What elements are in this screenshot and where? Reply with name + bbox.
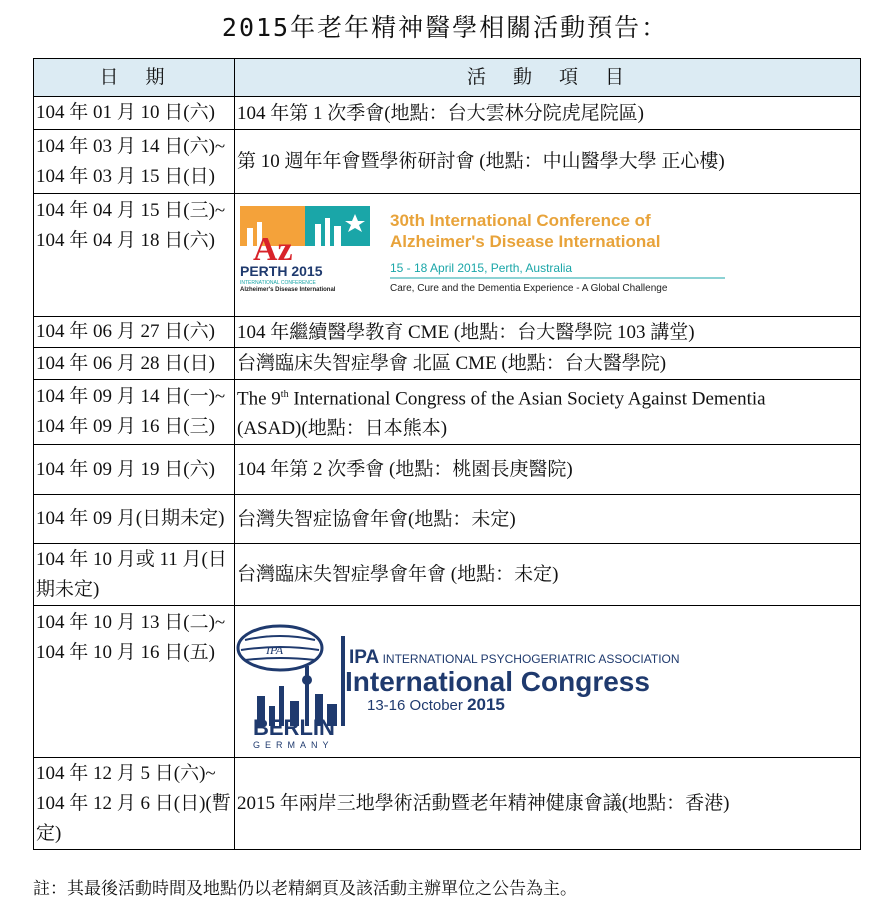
table-row [34,317,861,348]
table-row [34,544,861,606]
table-row [34,97,861,130]
row-date: 104 年 06 月 27 日(六) [34,317,235,348]
table-row [34,495,861,544]
ipa-congress-logo [235,606,755,754]
row-activity: 2015 年兩岸三地學術活動暨老年精神健康會議(地點：香港) [235,758,861,850]
ipa-city: BERLIN [253,715,335,741]
row-date: 104 年 09 月 19 日(六) [34,445,235,495]
table-row [34,606,861,758]
adi-sub2: Alzheimer's Disease International [240,287,336,293]
adi-mark: Az [253,231,293,268]
adi-dates: 15 - 18 April 2015, Perth, Australia [390,261,573,275]
table-row [34,348,861,380]
row-activity: 104 年第 1 次季會(地點：台大雲林分院虎尾院區) [235,97,861,130]
row-date: 104 年 10 月或 11 月(日 期未定) [34,544,235,606]
adi-conference-logo [235,194,755,294]
row-date: 104 年 03 月 14 日(六)~ 104 年 03 月 15 日(日) [34,130,235,194]
row-activity: 104 年繼續醫學教育 CME (地點：台大醫學院 103 講堂) [235,317,861,348]
row-date: 104 年 10 月 13 日(二)~ 104 年 10 月 16 日(五) [34,606,235,758]
footnote: 註：其最後活動時間及地點仍以老精網頁及該活動主辦單位之公告為主。 [33,879,577,898]
table-row [34,758,861,850]
row-activity: 第 10 週年年會暨學術研討會 (地點：中山醫學大學 正心樓) [235,130,861,194]
adi-sub1: INTERNATIONAL CONFERENCE [240,280,316,286]
ipa-mark: IPA [266,643,284,658]
table-row [34,130,861,194]
row-activity: 104 年第 2 次季會 (地點：桃園長庚醫院) [235,445,861,495]
row-date: 104 年 06 月 28 日(日) [34,348,235,380]
row-activity: 台灣臨床失智症學會 北區 CME (地點：台大醫學院) [235,348,861,380]
ipa-line2: International Congress [345,666,650,698]
events-table [33,58,861,850]
row-date: 104 年 09 月 14 日(一)~ 104 年 09 月 16 日(三) [34,380,235,445]
adi-city: PERTH 2015 [240,263,323,279]
row-activity: 台灣臨床失智症學會年會 (地點：未定) [235,544,861,606]
row-date: 104 年 01 月 10 日(六) [34,97,235,130]
adi-line2: Alzheimer's Disease International [390,232,661,251]
header-activity: 活 動 項 目 [235,59,861,97]
row-activity [235,194,861,317]
ipa-country: GERMANY [253,740,334,751]
ipa-dates: 13-16 October 2015 [367,695,505,715]
row-date: 104 年 12 月 5 日(六)~ 104 年 12 月 6 日(日)(暫 定) [34,758,235,850]
table-header-row [34,59,861,97]
row-activity [235,606,861,758]
table-row [34,445,861,495]
row-activity: The 9th International Congress of the Asian Society Against Dementia (ASAD)(地點：日本熊本) [235,380,861,445]
header-date: 日 期 [34,59,235,97]
row-date: 104 年 04 月 15 日(三)~ 104 年 04 月 18 日(六) [34,194,235,317]
table-row [34,194,861,317]
ipa-line1: IPA INTERNATIONAL PSYCHOGERIATRIC ASSOCIATION [349,647,680,669]
table-row [34,380,861,445]
row-activity: 台灣失智症協會年會(地點：未定) [235,495,861,544]
page-title: 2015年老年精神醫學相關活動預告： [221,13,669,42]
row-date: 104 年 09 月(日期未定) [34,495,235,544]
adi-tagline: Care, Cure and the Dementia Experience - A Global Challenge [390,283,668,294]
adi-line1: 30th International Conference of [390,211,651,230]
